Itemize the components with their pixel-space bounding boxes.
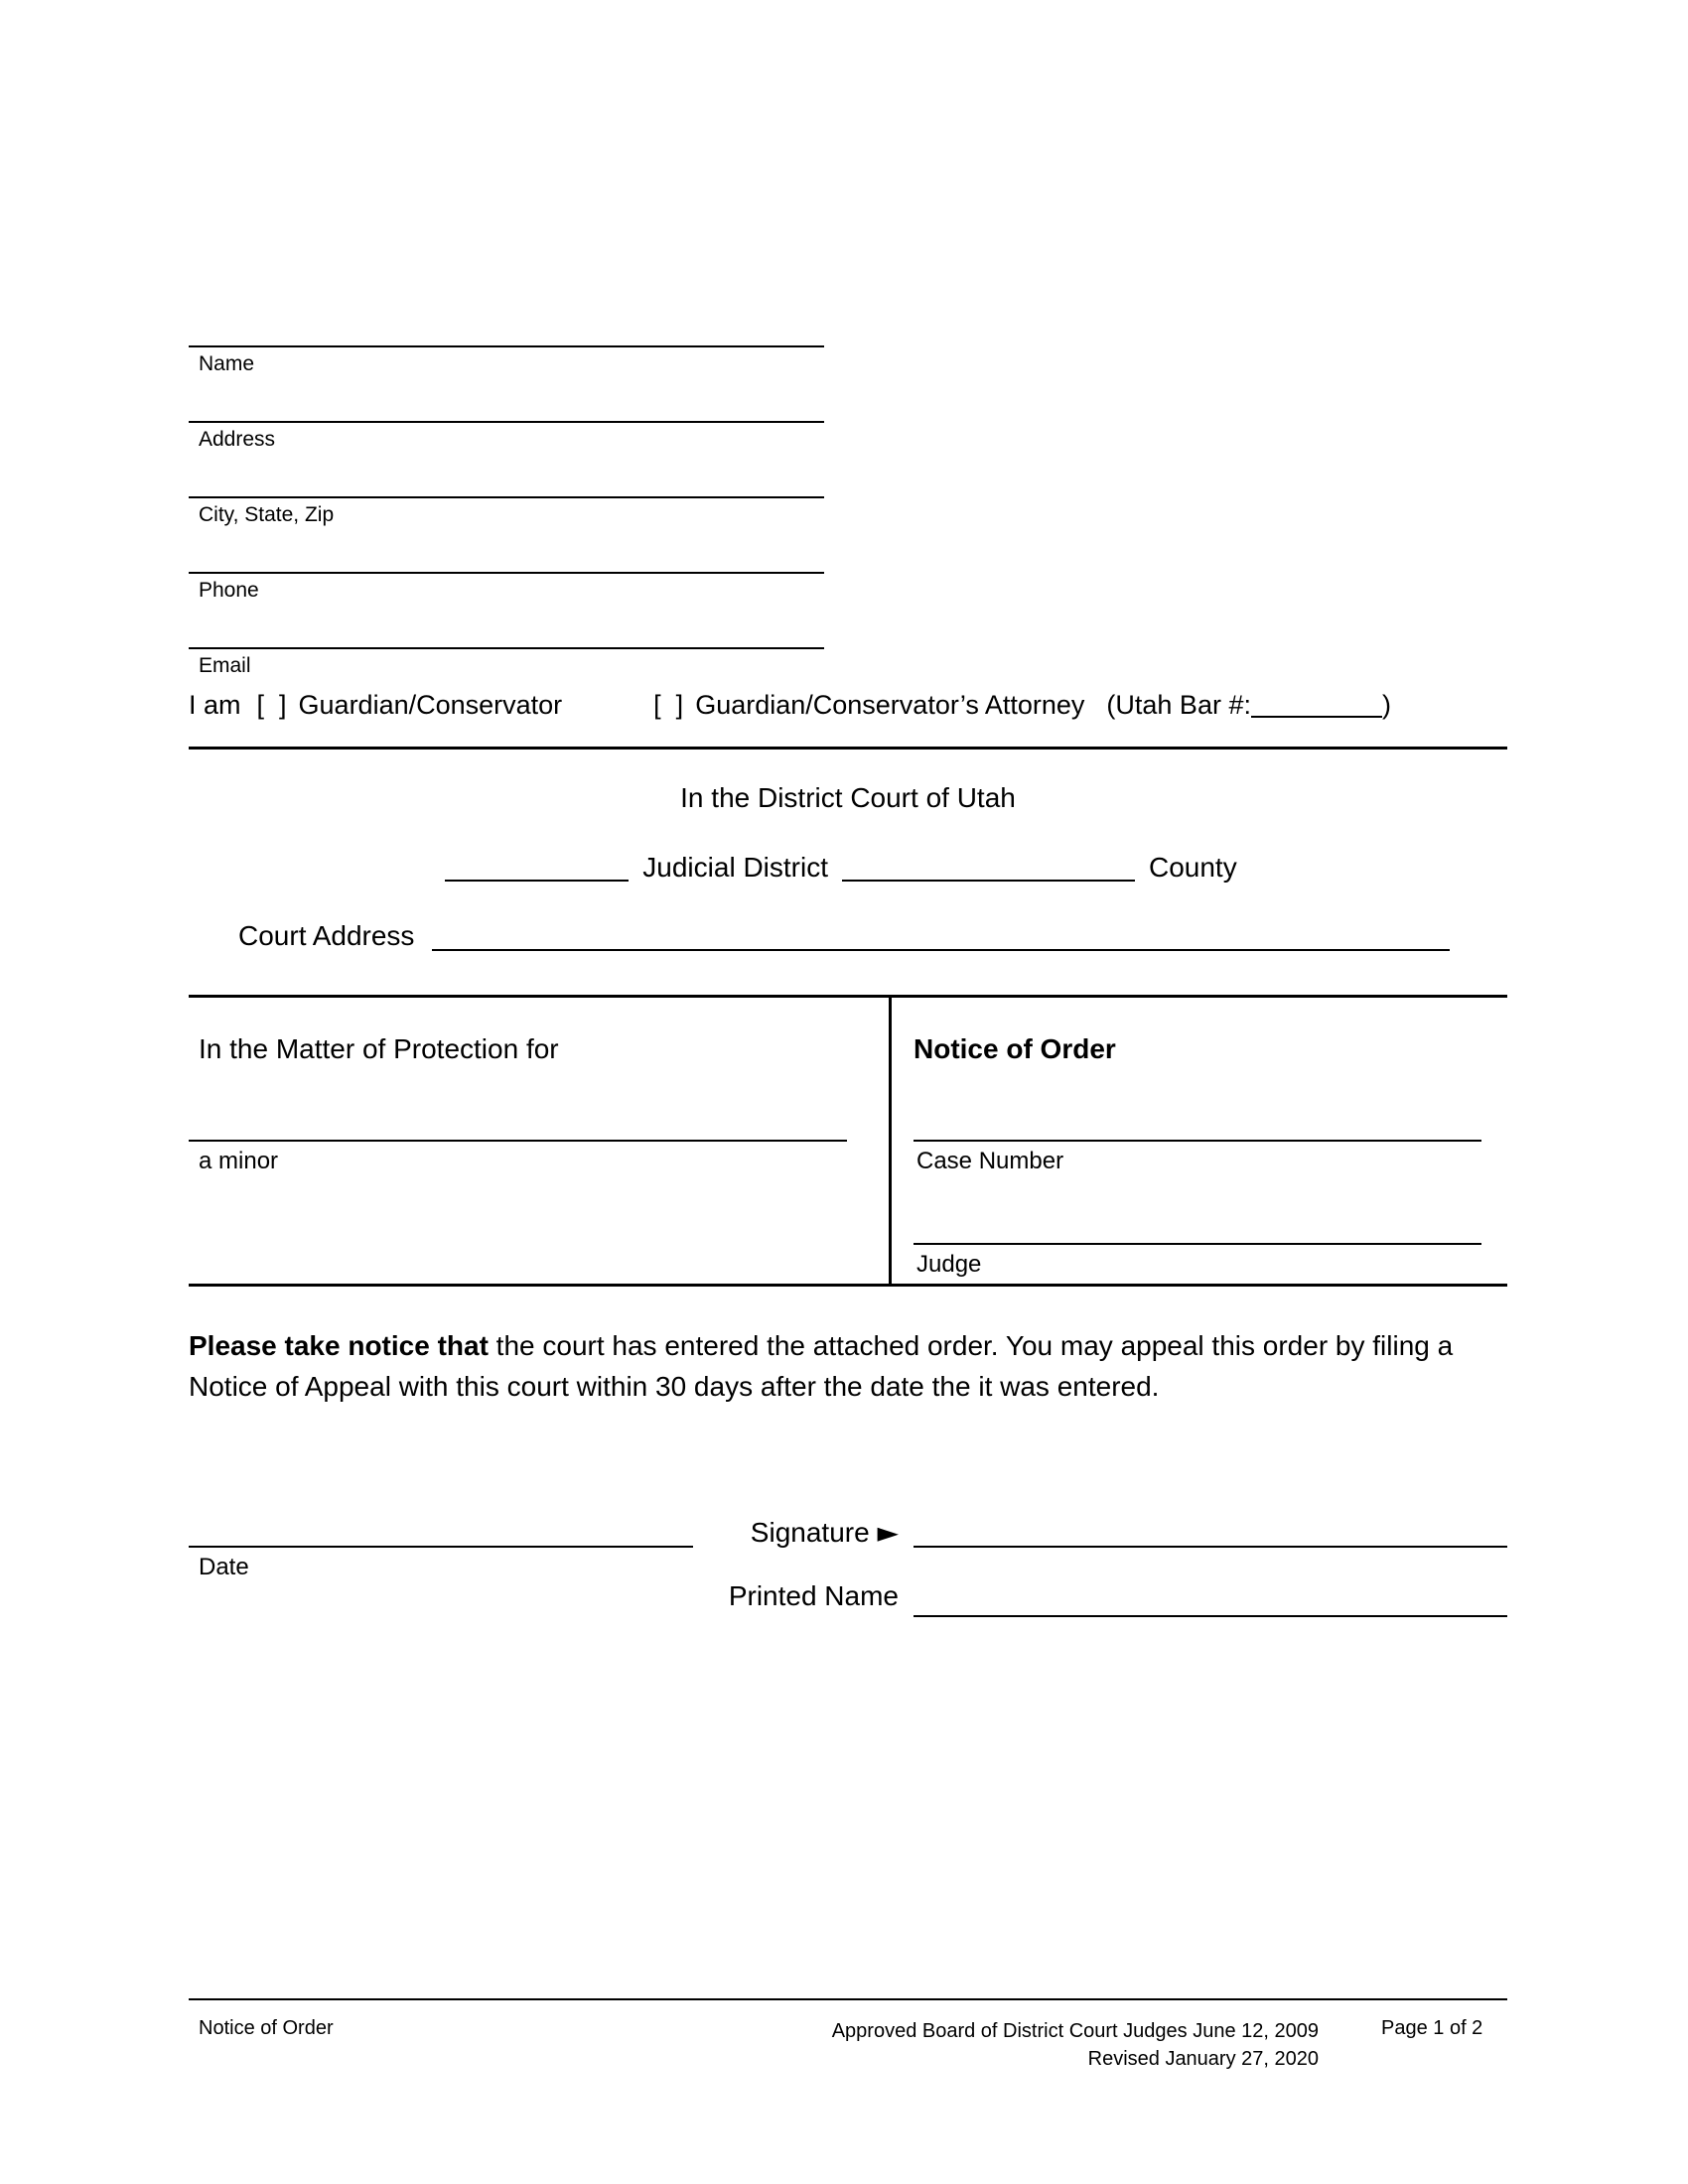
judicial-district-label: Judicial District (642, 852, 828, 883)
matter-of-protection-label: In the Matter of Protection for (199, 1033, 559, 1064)
city-state-zip-line[interactable] (189, 496, 824, 498)
name-line[interactable] (189, 345, 824, 347)
court-title: In the District Court of Utah (680, 782, 1016, 813)
county-label: County (1148, 852, 1237, 883)
utah-bar-suffix: ) (1381, 690, 1391, 720)
judicial-district-row (189, 852, 1507, 884)
footer-approved-line: Approved Board of District Court Judges June 12, 2009 (831, 2020, 1319, 2042)
case-number-label: Case Number (916, 1148, 1064, 1174)
footer-revised-line: Revised January 27, 2020 (1087, 2048, 1319, 2070)
notice-bold-text: Please take notice that (189, 1330, 489, 1361)
attorney-label: Guardian/Conservator’s Attorney (695, 690, 1085, 720)
email-label: Email (199, 654, 251, 677)
address-label: Address (199, 428, 276, 451)
utah-bar-prefix: (Utah Bar #: (1106, 690, 1251, 720)
signature-arrow-icon: ► (877, 1516, 899, 1549)
court-address-label: Court Address (238, 920, 415, 951)
attorney-checkbox[interactable]: [ ] (653, 690, 684, 720)
printed-name-label: Printed Name (728, 1580, 899, 1611)
guardian-conservator-label: Guardian/Conservator (298, 690, 563, 720)
printed-name-line[interactable] (914, 1615, 1507, 1617)
footer-page-number: Page 1 of 2 (1381, 2017, 1483, 2039)
footer-divider (189, 1998, 1507, 2000)
judge-line[interactable] (914, 1243, 1481, 1245)
i-am-label: I am (189, 690, 241, 720)
signature-line[interactable] (914, 1546, 1507, 1548)
notice-paragraph (189, 1325, 1513, 1407)
notice-of-order-title: Notice of Order (914, 1033, 1116, 1064)
email-line[interactable] (189, 647, 824, 649)
notice-body-text: the court has entered the attached order. You may appeal this order by filing a Notice of Appeal with this court within 30 days after the date the it was entered. (189, 1330, 1454, 1402)
minor-name-line[interactable] (189, 1140, 847, 1142)
phone-line[interactable] (189, 572, 824, 574)
date-line[interactable] (189, 1546, 693, 1548)
section-divider-top (189, 747, 1507, 750)
court-address-row (238, 921, 1450, 951)
address-line[interactable] (189, 421, 824, 423)
court-address-blank[interactable] (432, 921, 1450, 951)
case-number-line[interactable] (914, 1140, 1481, 1142)
caption-table (189, 995, 1507, 1287)
city-state-zip-label: City, State, Zip (199, 503, 335, 526)
signature-label (645, 1516, 899, 1549)
judge-label: Judge (916, 1251, 982, 1278)
signature-label-text: Signature (750, 1517, 870, 1548)
footer-approval-block (832, 2017, 1319, 2073)
filer-role-row (189, 690, 1391, 721)
a-minor-label: a minor (199, 1148, 279, 1174)
county-name-blank[interactable] (842, 854, 1135, 882)
phone-label: Phone (199, 579, 259, 602)
caption-column-divider (889, 998, 892, 1284)
district-number-blank[interactable] (445, 854, 629, 882)
guardian-conservator-checkbox[interactable]: [ ] (256, 690, 287, 720)
footer-doc-title: Notice of Order (199, 2017, 334, 2039)
date-label: Date (199, 1554, 249, 1580)
utah-bar-number-blank[interactable] (1251, 692, 1382, 718)
name-label: Name (199, 352, 255, 375)
